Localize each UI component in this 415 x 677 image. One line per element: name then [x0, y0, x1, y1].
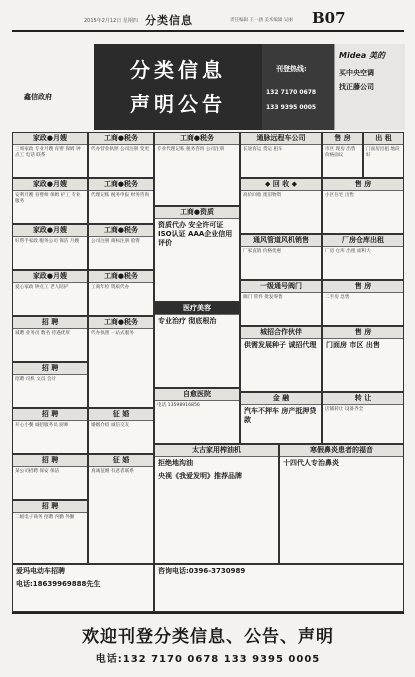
advert-line2: 找正藤公司 [339, 83, 374, 91]
ad-body: 代理记账 税务申报 财务咨询 [91, 193, 150, 198]
ad-body: 门面房出租 地段好 [366, 147, 400, 158]
page-number: B07 [312, 9, 346, 27]
ad-body: 央视《我爱发明》推荐品牌 [158, 472, 242, 480]
ad-body: 市区 现房 出售 价格面议 [325, 147, 356, 158]
ad-body: 汽车不押车 房产抵押贷款 [244, 407, 317, 424]
banner-left [12, 44, 94, 130]
footer-phone: 电话:132 7170 0678 133 9395 0005 [95, 654, 321, 665]
ad-title: 工商●税务 [89, 133, 153, 145]
ad-body: 安利月嫂 育婴师 保姆 护工 专业服务 [15, 193, 81, 204]
ad-cell [322, 326, 404, 392]
ad-cell [154, 302, 240, 388]
ad-body: 二级电子商务 招聘 内勤 外勤 [15, 515, 75, 520]
ad-title: 招 聘 [13, 501, 87, 513]
editor-credit: 责任编辑 王一涵 美术编辑 吴丽 [230, 18, 293, 23]
hotline-phone2: 133 9395 0005 [266, 104, 317, 111]
ad-cell [322, 234, 404, 280]
ad-body: 真诚征婚 有意者联系 [91, 469, 134, 474]
ad-cell [88, 178, 154, 224]
ad-cell [12, 408, 88, 454]
ad-body: 咨询电话:0396-3730989 [158, 567, 246, 575]
ad-title: 售 房 [323, 281, 403, 293]
banner-title-line2: 声明公告 [130, 92, 226, 116]
ad-body: 阀门 管件 批发零售 [243, 295, 283, 300]
ad-cell [88, 270, 154, 316]
ad-body: 小区住宅 出售 [325, 193, 355, 198]
bottom-ads [12, 564, 404, 612]
ad-body: 门面房 市区 出售 [326, 341, 380, 349]
ad-body: 诚聘 业务员 数名 待遇优厚 [15, 331, 70, 336]
ad-body: 供需发展种子 诚招代理 [244, 341, 317, 349]
ad-body: 婚姻介绍 诚信交友 [91, 423, 130, 428]
ad-cell [12, 270, 88, 316]
ad-title: 工商●资质 [155, 207, 239, 219]
ad-title: 一级通号阀门 [241, 281, 321, 293]
ad-title: 售 房 [323, 327, 403, 339]
ad-cell [240, 280, 322, 326]
ad-body: 公司注册 商标注册 验资 [91, 239, 140, 244]
ad-cell [12, 362, 88, 408]
ad-body: 拒绝地沟油 [158, 459, 193, 467]
ad-cell [363, 132, 404, 178]
ad-body: 电话 13598916856 [157, 403, 200, 408]
ad-body: 店铺转让 设备齐全 [325, 407, 364, 412]
ad-body: 高价回收 废旧物资 [243, 193, 282, 198]
ad-title: 招 聘 [13, 317, 87, 329]
ad-cell [279, 444, 404, 564]
ad-body: 爱心家政 钟点工 老人陪护 [15, 285, 69, 290]
ad-title: 金 融 [241, 393, 321, 405]
ad-cell [154, 132, 240, 206]
ad-cell [154, 444, 279, 564]
hotline-label: 刊登热线: [276, 65, 307, 73]
ad-title: 厂房仓库出租 [323, 235, 403, 247]
ad-title: 医疗美容 [155, 303, 239, 315]
page-header [12, 8, 404, 32]
ad-body: 代办执照 一站式服务 [91, 331, 134, 336]
ad-cell [12, 178, 88, 224]
ad-title: 招 聘 [13, 363, 87, 375]
hotline-phone1: 132 7170 0678 [266, 89, 317, 96]
ad-cell [322, 132, 363, 178]
ad-title: 寒假鼻炎患者的福音 [280, 445, 403, 457]
ad-body: 十四代人专治鼻炎 [283, 459, 339, 467]
ad-title: 转 让 [323, 393, 403, 405]
ad-body: 电话:18639969888先生 [16, 580, 101, 588]
ad-title: 家政●月嫂 [13, 225, 87, 237]
section-title: 分类信息 [145, 14, 193, 27]
ad-cell [240, 392, 322, 444]
classified-grid [12, 132, 404, 564]
ad-title: 工商●税务 [89, 225, 153, 237]
ad-title: 通脉远程车公司 [241, 133, 321, 145]
ad-cell [240, 234, 322, 280]
ad-title: 售 房 [323, 133, 362, 145]
hotline-block [262, 44, 334, 130]
ad-title: 征 婚 [89, 409, 153, 421]
banner-title-line1: 分类信息 [130, 58, 226, 82]
top-banner [12, 44, 404, 130]
banner-title-block [94, 44, 262, 130]
issue-date: 2015年2月12日 星期四 [84, 18, 138, 24]
ad-body: 代办营业执照 公司注册 变更 [91, 147, 150, 152]
ad-cell [154, 206, 240, 302]
banner-tag: 鑫信政府 [24, 93, 52, 101]
ad-body: 爱玛电动车招聘 [16, 567, 65, 575]
ad-cell [240, 132, 322, 178]
ad-title: 售 房 [323, 179, 403, 191]
ad-title: ◆ 回 收 ◆ [241, 179, 321, 191]
ad-cell [12, 132, 88, 178]
ad-cell [12, 500, 88, 564]
ad-cell [322, 178, 404, 234]
ad-cell [322, 280, 404, 326]
ad-title: 家政●月嫂 [13, 179, 87, 191]
ad-body: 专业代理记账 税务咨询 公司注册 [157, 147, 225, 152]
ad-body: 专业治疗 彻底根治 [158, 317, 217, 325]
ad-title: 城招合作伙伴 [241, 327, 321, 339]
ad-title: 出 租 [364, 133, 403, 145]
ad-cell [88, 132, 154, 178]
ad-body: 资质代办 安全许可证 ISO认证 AAA企业信用评价 [158, 221, 233, 247]
footer-title: 欢迎刊登分类信息、公告、声明 [82, 627, 334, 647]
ad-title: 家政●月嫂 [13, 133, 87, 145]
ad-body: 招聘 司机 文员 会计 [15, 377, 57, 382]
footer-banner [12, 612, 404, 672]
ad-cell [12, 454, 88, 500]
ad-title: 太古家用榨油机 [155, 445, 278, 457]
ad-cell [88, 454, 154, 564]
ad-cell [240, 178, 322, 234]
ad-title: 家政●月嫂 [13, 271, 87, 283]
ad-body: 三周家政 专业月嫂 育婴 保姆 钟点工 电话 联系 [15, 147, 81, 158]
ad-cell [88, 224, 154, 270]
ad-cell [322, 392, 404, 444]
ad-title: 招 聘 [13, 409, 87, 421]
ad-cell [154, 388, 240, 444]
ad-title: 招 聘 [13, 455, 87, 467]
ad-body: 厂家直销 价格优惠 [243, 249, 282, 254]
ad-title: 征 婚 [89, 455, 153, 467]
ad-title: 通风管道风机销售 [241, 235, 321, 247]
ad-cell [12, 564, 154, 612]
ad-cell [88, 408, 154, 454]
ad-body: 开心小餐 诚招服务员 厨师 [15, 423, 69, 428]
advert-brand: Midea 美的 [339, 51, 386, 60]
ad-cell [240, 326, 322, 392]
ad-cell [154, 564, 404, 612]
ad-title: 工商●税务 [155, 133, 239, 145]
ad-cell [12, 224, 88, 270]
ad-body: 某公司招聘 保安 保洁 [15, 469, 60, 474]
ad-body: 长途客运 货运 租车 [243, 147, 283, 152]
ad-body: 二手房 急售 [325, 295, 350, 300]
advert-line1: 买中央空调 [339, 69, 374, 77]
ad-body: 好帮手家政 服务公司 保洁 月嫂 [15, 239, 80, 244]
ad-title: 自愈医院 [155, 389, 239, 401]
ad-cell [88, 316, 154, 408]
ad-title: 工商●税务 [89, 271, 153, 283]
ad-cell [12, 316, 88, 362]
ad-title: 工商●税务 [89, 317, 153, 329]
newspaper-page [12, 8, 404, 670]
ad-body: 工商年检 资质代办 [91, 285, 130, 290]
ad-title: 工商●税务 [89, 179, 153, 191]
banner-advert [334, 44, 405, 130]
ad-body: 厂房 仓库 出租 面积大 [325, 249, 371, 254]
